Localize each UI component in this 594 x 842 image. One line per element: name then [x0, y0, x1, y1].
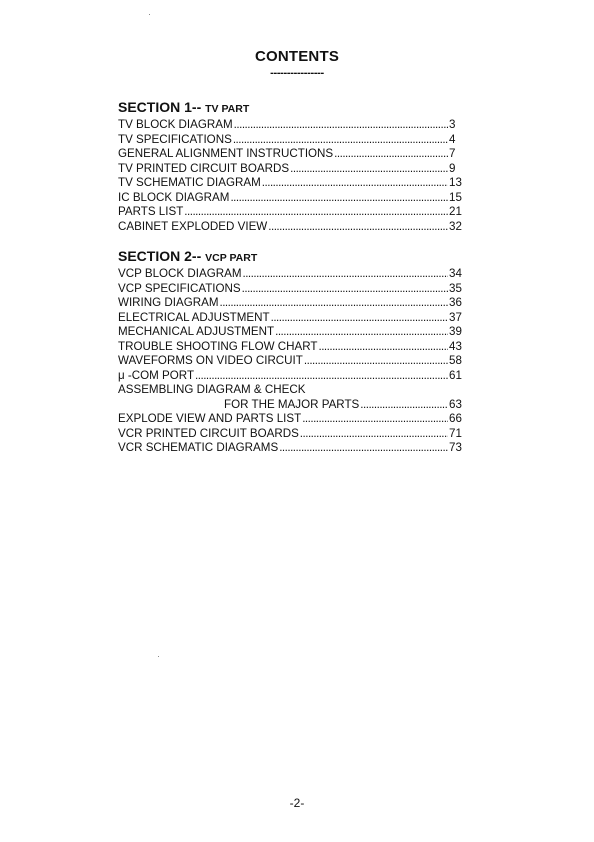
- dot-leader: [234, 118, 448, 133]
- dot-leader: [219, 296, 448, 311]
- toc-entry[interactable]: [118, 369, 463, 384]
- scan-speck: [158, 656, 159, 657]
- toc-entry-label: μ -COM PORT: [118, 368, 195, 382]
- toc-entry-page: 43: [449, 339, 462, 353]
- section-heading-main: SECTION 1--: [118, 99, 202, 115]
- dot-leader: [242, 282, 448, 297]
- toc-entry[interactable]: [118, 220, 463, 235]
- toc-entry[interactable]: [118, 311, 463, 326]
- toc-entry[interactable]: [118, 398, 463, 413]
- toc-entry-label: EXPLODE VIEW AND PARTS LIST: [118, 412, 302, 425]
- toc-entry[interactable]: [118, 427, 463, 442]
- dot-leader: [290, 162, 448, 177]
- dot-leader: [279, 441, 448, 456]
- section-tv-part: [118, 99, 463, 234]
- toc-entry-page: 32: [449, 219, 462, 233]
- dot-leader: [184, 205, 448, 220]
- toc-entry-page: 13: [449, 176, 462, 189]
- toc-entry[interactable]: [118, 296, 463, 311]
- toc-entry-label: IC BLOCK DIAGRAM: [118, 190, 230, 204]
- toc-entry-page: 3: [449, 118, 456, 131]
- dot-leader: [275, 325, 448, 340]
- page-title: CONTENTS: [254, 48, 340, 65]
- toc-entry-page: 73: [449, 441, 462, 454]
- toc-entry-label: WIRING DIAGRAM: [118, 296, 219, 309]
- toc-entry-page: 9: [449, 161, 456, 175]
- toc-entry-page: 71: [449, 426, 462, 440]
- title-underline: ----------------: [270, 67, 324, 79]
- toc-entry-label: VCP SPECIFICATIONS: [118, 281, 241, 295]
- page-number: -2-: [289, 796, 305, 810]
- toc-entry-label: FOR THE MAJOR PARTS: [224, 397, 360, 411]
- toc-entry-label: TV SCHEMATIC DIAGRAM: [118, 176, 261, 189]
- toc-entry[interactable]: [118, 282, 463, 297]
- toc-entry-label: ELECTRICAL ADJUSTMENT: [118, 310, 270, 324]
- dot-leader: [271, 311, 448, 326]
- toc-entry-page: 21: [449, 205, 462, 218]
- toc-entry[interactable]: [118, 191, 463, 206]
- dot-leader: [304, 354, 448, 369]
- toc-entry-label: TV SPECIFICATIONS: [118, 132, 232, 146]
- toc-entry-page: 39: [449, 325, 462, 338]
- toc-entry-page: 35: [449, 281, 462, 295]
- toc-entry[interactable]: [118, 340, 463, 355]
- toc-entry[interactable]: [118, 325, 463, 340]
- toc-entry-label: VCP BLOCK DIAGRAM: [118, 267, 242, 280]
- dot-leader: [195, 369, 448, 384]
- dot-leader: [300, 427, 448, 442]
- toc-entry-label: VCR PRINTED CIRCUIT BOARDS: [118, 426, 299, 440]
- toc-entry-page: 61: [449, 368, 462, 382]
- toc-entry[interactable]: [118, 267, 463, 282]
- toc-entry-page: 7: [449, 147, 456, 160]
- toc-entry-page: 66: [449, 412, 462, 425]
- toc-entry-label: GENERAL ALIGNMENT INSTRUCTIONS: [118, 147, 334, 160]
- dot-leader: [233, 133, 448, 148]
- toc-entry-page: 63: [449, 397, 462, 411]
- toc-entry[interactable]: [118, 205, 463, 220]
- section-heading: [118, 248, 463, 266]
- dot-leader: [318, 340, 448, 355]
- section-heading-main: SECTION 2--: [118, 248, 202, 264]
- toc-entry-label: VCR SCHEMATIC DIAGRAMS: [118, 441, 279, 454]
- section-vcp-part: [118, 248, 463, 456]
- toc-entry-label: WAVEFORMS ON VIDEO CIRCUIT: [118, 354, 303, 367]
- section-heading-sub: TV PART: [205, 103, 250, 115]
- toc-entry-page: 34: [449, 267, 462, 280]
- dot-leader: [242, 267, 448, 282]
- toc-entry-label: CABINET EXPLODED VIEW: [118, 219, 268, 233]
- dot-leader: [268, 220, 448, 235]
- toc-entry-page: 37: [449, 310, 462, 324]
- toc-entry-label: MECHANICAL ADJUSTMENT: [118, 325, 275, 338]
- toc-entry-label: PARTS LIST: [118, 205, 184, 218]
- dot-leader: [302, 412, 448, 427]
- toc-entry[interactable]: [118, 441, 463, 456]
- section-heading-sub: VCP PART: [205, 252, 258, 264]
- toc-entry-label: TROUBLE SHOOTING FLOW CHART: [118, 339, 318, 353]
- toc-entry[interactable]: [118, 412, 463, 427]
- toc-entry-heading-line[interactable]: ASSEMBLING DIAGRAM & CHECK: [118, 383, 306, 396]
- toc-entry-page: 58: [449, 354, 462, 367]
- dot-leader: [334, 147, 448, 162]
- toc-entry-page: 4: [449, 132, 456, 146]
- toc-entry-label: TV PRINTED CIRCUIT BOARDS: [118, 161, 290, 175]
- scan-speck: [149, 14, 150, 15]
- section-heading: [118, 99, 463, 117]
- dot-leader: [262, 176, 448, 191]
- toc-entry[interactable]: [118, 176, 463, 191]
- dot-leader: [230, 191, 448, 206]
- toc-entry[interactable]: [118, 147, 463, 162]
- toc-entry[interactable]: [118, 354, 463, 369]
- toc-entry[interactable]: [118, 118, 463, 133]
- toc-entry-label: TV BLOCK DIAGRAM: [118, 118, 233, 131]
- toc-entry[interactable]: [118, 162, 463, 177]
- toc-entry[interactable]: [118, 133, 463, 148]
- dot-leader: [360, 398, 448, 413]
- toc-entry-page: 15: [449, 190, 462, 204]
- toc-entry-page: 36: [449, 296, 462, 309]
